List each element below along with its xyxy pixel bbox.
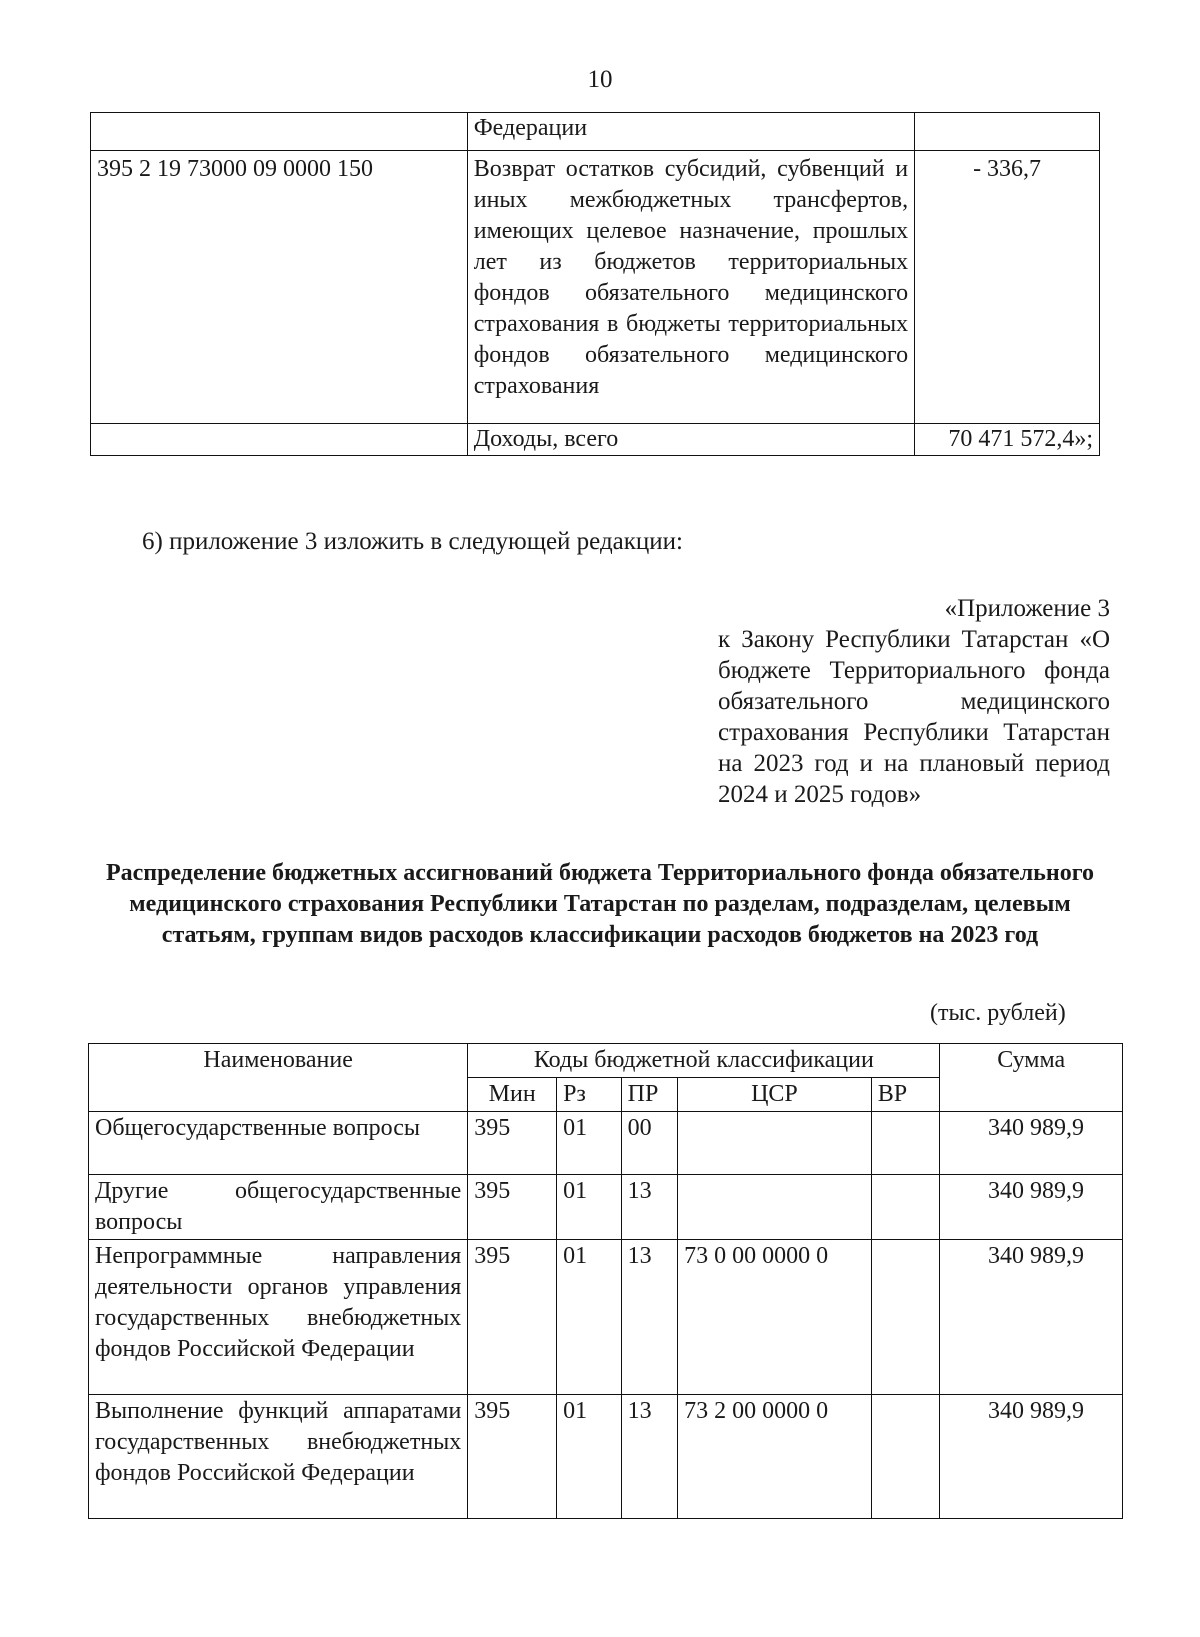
table-row — [89, 1395, 1123, 1519]
name-cell: Возврат остатков субсидий, субвенций и иных межбюджетных трансфертов, имеющих целевое назначение, прошлых лет из бюджетов территориальных фондов обязательного медицинского страхования в бюджеты территориальных фондов обязательного медицинского страхования — [467, 151, 914, 424]
header-csr: ЦСР — [678, 1078, 872, 1112]
row-vr — [871, 1112, 940, 1175]
row-name: Другие общегосударственные вопросы — [89, 1175, 468, 1240]
row-sum: 340 989,9 — [940, 1240, 1123, 1395]
document-heading: Распределение бюджетных ассигнований бюджета Территориального фонда обязательного медицинского страхования Республики Татарстан по разделам, подразделам, целевым статьям, группам видов расходов классификации расходов бюджетов на 2023 год — [105, 860, 1094, 948]
row-pr: 13 — [621, 1395, 677, 1519]
revenue-table — [90, 112, 1100, 456]
table-row — [91, 113, 1100, 151]
row-name: Общегосударственные вопросы — [89, 1112, 468, 1175]
table-row — [91, 151, 1100, 424]
name-cell: Доходы, всего — [467, 424, 914, 456]
row-vr — [871, 1395, 940, 1519]
row-min: 395 — [468, 1240, 557, 1395]
sum-cell — [915, 113, 1100, 151]
header-min: Мин — [468, 1078, 557, 1112]
row-csr — [678, 1175, 872, 1240]
header-pr: ПР — [621, 1078, 677, 1112]
row-sum: 340 989,9 — [940, 1112, 1123, 1175]
row-min: 395 — [468, 1112, 557, 1175]
header-vr: ВР — [871, 1078, 940, 1112]
row-pr: 00 — [621, 1112, 677, 1175]
allocation-table — [88, 1043, 1123, 1519]
name-cell: Федерации — [467, 113, 914, 151]
code-cell — [91, 424, 468, 456]
units-label: (тыс. рублей) — [930, 1000, 1066, 1026]
row-csr: 73 0 00 0000 0 — [678, 1240, 872, 1395]
row-csr — [678, 1112, 872, 1175]
appendix-title: «Приложение 3 — [944, 595, 1110, 622]
row-csr: 73 2 00 0000 0 — [678, 1395, 872, 1519]
page-number: 10 — [587, 66, 613, 93]
appendix-reference: к Закону Республики Татарстан «О бюджете Территориального фонда обязательного медицинского страхования Республики Татарстан на 2023 год и на плановый период 2024 и 2025 годов» — [718, 626, 1110, 808]
row-rz: 01 — [557, 1240, 622, 1395]
table-row — [89, 1240, 1123, 1395]
sum-cell: - 336,7 — [915, 151, 1100, 424]
header-rz: Рз — [557, 1078, 622, 1112]
row-min: 395 — [468, 1175, 557, 1240]
amendment-paragraph: 6) приложение 3 изложить в следующей редакции: — [142, 528, 683, 555]
table-row — [89, 1112, 1123, 1175]
code-cell — [91, 113, 468, 151]
row-pr: 13 — [621, 1175, 677, 1240]
appendix-header — [718, 593, 1110, 810]
row-name: Выполнение функций аппаратами государственных внебюджетных фондов Российской Федерации — [89, 1395, 468, 1519]
row-sum: 340 989,9 — [940, 1175, 1123, 1240]
row-rz: 01 — [557, 1112, 622, 1175]
row-name: Непрограммные направления деятельности органов управления государственных внебюджетных фондов Российской Федерации — [89, 1240, 468, 1395]
row-pr: 13 — [621, 1240, 677, 1395]
header-name: Наименование — [89, 1044, 468, 1112]
row-rz: 01 — [557, 1175, 622, 1240]
table-row — [91, 424, 1100, 456]
row-vr — [871, 1240, 940, 1395]
row-min: 395 — [468, 1395, 557, 1519]
table-header-row — [89, 1044, 1123, 1078]
header-sum: Сумма — [940, 1044, 1123, 1112]
code-cell: 395 2 19 73000 09 0000 150 — [91, 151, 468, 424]
row-sum: 340 989,9 — [940, 1395, 1123, 1519]
sum-cell: 70 471 572,4»; — [915, 424, 1100, 456]
table-row — [89, 1175, 1123, 1240]
row-rz: 01 — [557, 1395, 622, 1519]
header-codes: Коды бюджетной классификации — [468, 1044, 940, 1078]
row-vr — [871, 1175, 940, 1240]
